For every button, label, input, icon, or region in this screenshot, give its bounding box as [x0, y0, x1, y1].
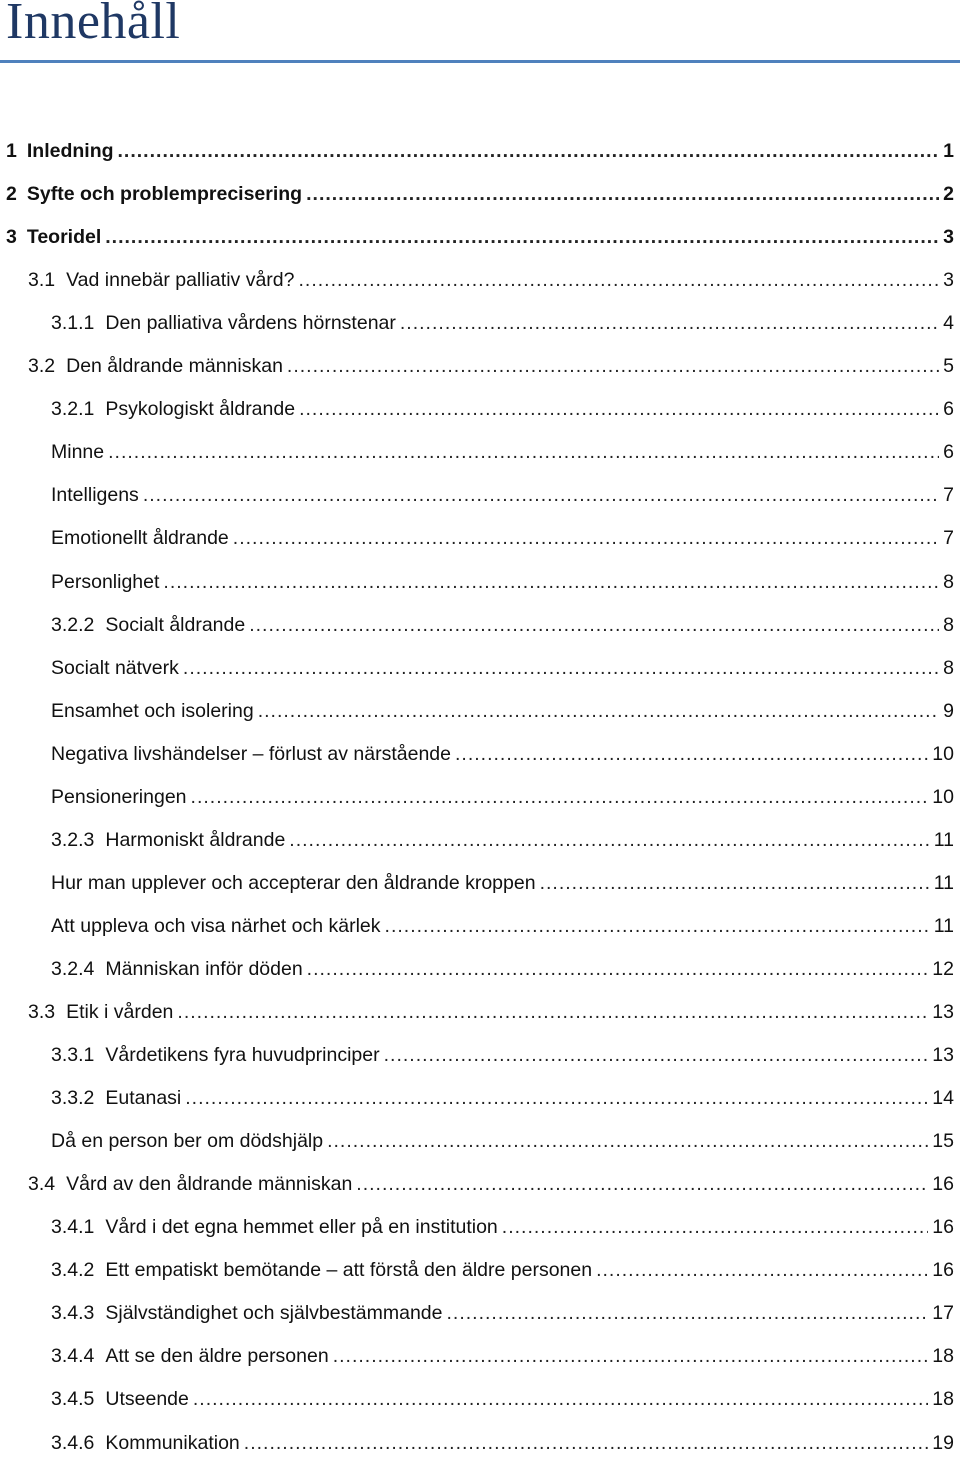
toc-dot-leader [258, 690, 939, 732]
toc-dot-leader [244, 1422, 929, 1464]
toc-dot-leader [177, 991, 928, 1033]
toc-entry[interactable] [6, 216, 954, 258]
toc-entry-title: Vård av den åldrande människan [66, 1173, 353, 1196]
toc-entry[interactable] [51, 474, 954, 516]
toc-entry-title: Etik i vården [66, 1001, 174, 1023]
toc-entry-page-number: 18 [932, 1388, 954, 1411]
toc-entry[interactable] [6, 130, 954, 172]
toc-entry[interactable] [51, 647, 954, 689]
toc-entry-title: Intelligens [51, 484, 139, 507]
toc-dot-leader [105, 216, 939, 258]
toc-dot-leader [540, 862, 930, 904]
title-underline [0, 60, 960, 63]
toc-entry-page-number: 6 [943, 398, 954, 421]
toc-dot-leader [307, 948, 929, 990]
toc-entry-number: 3.1 [28, 269, 56, 292]
toc-entry-title: Teoridel [26, 226, 102, 249]
toc-entry-page-number: 11 [933, 871, 954, 894]
toc-entry-page-number: 10 [932, 742, 954, 765]
toc-entry-page-number: 7 [943, 484, 954, 507]
toc-entry-number: 3.4.5 [51, 1388, 95, 1411]
toc-entry-title: Självständighet och självbestämmande [105, 1302, 443, 1325]
toc-entry-number: 3.2.2 [51, 613, 95, 636]
toc-entry[interactable] [51, 948, 954, 990]
toc-entry[interactable] [51, 819, 954, 861]
toc-dot-leader [400, 302, 939, 344]
toc-dot-leader [287, 345, 939, 387]
toc-entry-title: Hur man upplever och accepterar den åldrande kroppen [51, 871, 536, 894]
toc-entry-title: Vård i det egna hemmet eller på en institution [105, 1216, 498, 1239]
toc-entry-number: 3.2.1 [51, 398, 95, 421]
toc-entry-title: Ett empatiskt bemötande – att förstå den äldre personen [105, 1259, 593, 1282]
toc-entry-title: Ensamhet och isolering [51, 699, 254, 722]
toc-entry-title: Socialt nätverk [51, 656, 179, 679]
toc-entry-title: Emotionellt åldrande [51, 527, 229, 550]
toc-entry-number: 3.3.2 [51, 1087, 95, 1110]
toc-entry[interactable] [51, 517, 954, 559]
toc-entry-title: Människan inför döden [105, 957, 303, 980]
toc-dot-leader [289, 819, 929, 861]
toc-entry-number: 3.3.1 [51, 1044, 95, 1067]
toc-entry-page-number: 14 [932, 1087, 954, 1110]
toc-entry-number: 3.4.3 [51, 1302, 95, 1325]
toc-entry-title: Personlighet [51, 570, 160, 593]
toc-entry-number: 3.2 [28, 355, 56, 378]
toc-dot-leader [249, 604, 939, 646]
toc-entry-page-number: 11 [933, 914, 954, 937]
toc-entry[interactable] [51, 431, 954, 473]
toc-entry[interactable] [28, 345, 954, 387]
toc-entry-number: 3.4.1 [51, 1216, 95, 1239]
toc-entry-page-number: 15 [932, 1130, 954, 1153]
toc-entry[interactable] [51, 1335, 954, 1377]
toc-dot-leader [455, 733, 928, 775]
toc-entry[interactable] [51, 1206, 954, 1248]
toc-entry-page-number: 5 [943, 355, 954, 378]
toc-dot-leader [385, 905, 930, 947]
toc-entry[interactable] [6, 173, 954, 215]
toc-entry[interactable] [51, 1120, 954, 1162]
toc-entry-page-number: 3 [943, 226, 954, 249]
toc-entry-title: Vad innebär palliativ vård? [66, 269, 295, 292]
toc-entry[interactable] [51, 733, 954, 775]
toc-entry[interactable] [51, 302, 954, 344]
toc-entry-number: 3.2.3 [51, 828, 95, 851]
toc-dot-leader [596, 1249, 928, 1291]
toc-entry-page-number: 1 [943, 140, 954, 162]
toc-entry-page-number: 13 [932, 1001, 954, 1023]
toc-entry-page-number: 4 [943, 312, 954, 335]
toc-dot-leader [118, 130, 940, 172]
toc-dot-leader [143, 474, 939, 516]
toc-entry-page-number: 19 [932, 1431, 954, 1454]
toc-entry-page-number: 8 [943, 656, 954, 679]
toc-dot-leader [163, 561, 939, 603]
toc-entry-page-number: 17 [932, 1302, 954, 1325]
toc-dot-leader [384, 1034, 929, 1076]
toc-entry-title: Psykologiskt åldrande [105, 398, 296, 421]
toc-entry-page-number: 16 [932, 1259, 954, 1282]
toc-entry[interactable] [51, 690, 954, 732]
toc-entry-title: Socialt åldrande [105, 613, 246, 636]
toc-entry-title: Kommunikation [105, 1431, 240, 1454]
toc-entry[interactable] [51, 1422, 954, 1464]
page-title: Innehåll [6, 0, 181, 50]
toc-dot-leader [191, 776, 929, 818]
toc-entry[interactable] [51, 1378, 954, 1420]
toc-entry-page-number: 2 [943, 183, 954, 206]
toc-entry-title: Att se den äldre personen [105, 1345, 329, 1368]
toc-entry[interactable] [51, 388, 954, 430]
toc-entry[interactable] [51, 776, 954, 818]
toc-entry[interactable] [28, 1163, 954, 1205]
toc-entry[interactable] [28, 991, 954, 1033]
toc-dot-leader [306, 173, 939, 215]
toc-entry-title: Negativa livshändelser – förlust av närstående [51, 742, 451, 765]
toc-entry-page-number: 11 [933, 828, 954, 851]
toc-entry-page-number: 8 [943, 570, 954, 593]
toc-dot-leader [502, 1206, 929, 1248]
toc-dot-leader [356, 1163, 928, 1205]
toc-entry-title: Minne [51, 441, 105, 464]
toc-entry-page-number: 8 [943, 613, 954, 636]
toc-dot-leader [185, 1077, 928, 1119]
toc-entry-page-number: 16 [932, 1216, 954, 1239]
toc-entry-title: Harmoniskt åldrande [105, 828, 286, 851]
toc-dot-leader [193, 1378, 928, 1420]
toc-entry-title: Syfte och problemprecisering [26, 183, 303, 206]
toc-dot-leader [327, 1120, 928, 1162]
toc-entry-page-number: 7 [943, 527, 954, 550]
toc-entry[interactable] [51, 1077, 954, 1119]
toc-entry-title: Då en person ber om dödshjälp [51, 1130, 324, 1153]
toc-entry-number: 2 [6, 183, 17, 206]
toc-dot-leader [183, 647, 939, 689]
toc-entry-title: Den åldrande människan [66, 355, 283, 378]
toc-entry-title: Eutanasi [105, 1087, 182, 1110]
toc-entry-title: Att uppleva och visa närhet och kärlek [51, 914, 381, 937]
toc-entry-number: 3.3 [28, 1001, 56, 1023]
toc-entry-title: Den palliativa vårdens hörnstenar [105, 312, 396, 335]
toc-entry-number: 1 [6, 140, 17, 162]
toc-entry-number: 3.4.6 [51, 1431, 95, 1454]
toc-dot-leader [233, 517, 939, 559]
toc-entry[interactable] [51, 905, 954, 947]
toc-entry-title: Utseende [105, 1388, 189, 1411]
toc-entry-title: Vårdetikens fyra huvudprinciper [105, 1044, 380, 1067]
toc-entry-number: 3.4 [28, 1173, 56, 1196]
toc-entry-number: 3 [6, 226, 17, 249]
toc-entry[interactable] [51, 1034, 954, 1076]
toc-entry-title: Inledning [26, 140, 114, 162]
toc-dot-leader [299, 388, 939, 430]
toc-entry-number: 3.2.4 [51, 957, 95, 980]
toc-entry-page-number: 9 [943, 699, 954, 722]
toc-entry[interactable] [51, 604, 954, 646]
toc-dot-leader [333, 1335, 929, 1377]
toc-entry[interactable] [51, 1292, 954, 1334]
toc-entry-page-number: 13 [932, 1044, 954, 1067]
toc-dot-leader [446, 1292, 928, 1334]
toc-dot-leader [108, 431, 939, 473]
toc-entry-page-number: 12 [932, 957, 954, 980]
toc-entry-number: 3.4.2 [51, 1259, 95, 1282]
toc-entry-title: Pensioneringen [51, 785, 187, 808]
toc-entry-page-number: 3 [943, 269, 954, 292]
toc-entry[interactable] [51, 862, 954, 904]
toc-entry[interactable] [28, 259, 954, 301]
toc-entry-page-number: 16 [932, 1173, 954, 1196]
toc-entry-page-number: 10 [932, 785, 954, 808]
toc-entry[interactable] [51, 1249, 954, 1291]
toc-entry-page-number: 18 [932, 1345, 954, 1368]
toc-entry-page-number: 6 [943, 441, 954, 464]
toc-entry-number: 3.1.1 [51, 312, 95, 335]
toc-entry-number: 3.4.4 [51, 1345, 95, 1368]
toc-dot-leader [298, 259, 939, 301]
toc-entry[interactable] [51, 561, 954, 603]
